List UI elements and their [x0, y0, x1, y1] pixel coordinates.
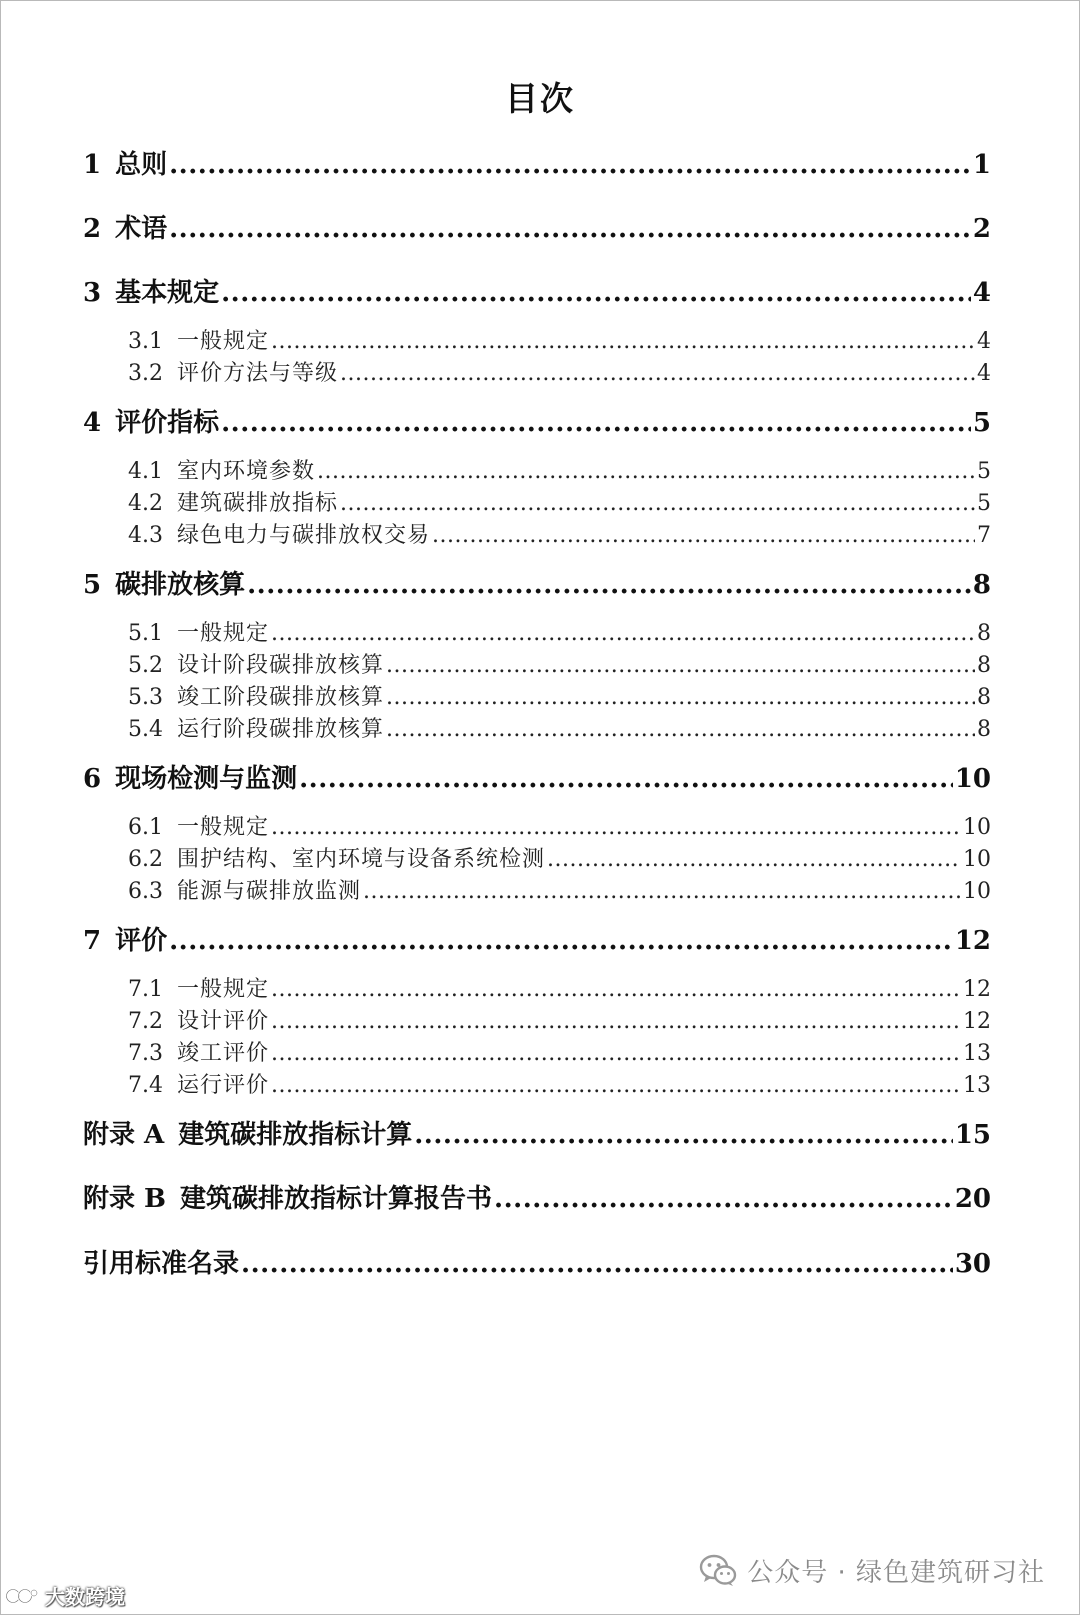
toc-page-number: 8 [977, 685, 991, 710]
toc-entry-title: 围护结构、室内环境与设备系统检测 [177, 847, 546, 872]
toc-page-number: 4 [977, 361, 991, 386]
toc-entry-title: 设计评价 [177, 1009, 270, 1034]
toc-section-row [128, 616, 991, 647]
toc-entry-number: 6.3 [128, 879, 163, 904]
toc-entry-title: 一般规定 [177, 329, 270, 354]
toc-page-number: 12 [954, 926, 991, 956]
toc-page-number: 5 [972, 408, 991, 438]
toc-dot-leader [299, 764, 953, 794]
toc-page-number: 20 [954, 1184, 991, 1214]
toc-entry-number: 7.4 [128, 1073, 163, 1098]
toc-entry-title: 一般规定 [177, 977, 270, 1002]
toc-entry-title: 能源与碳排放监测 [177, 879, 362, 904]
watermark-text: 公众号 · 绿色建筑研习社 [747, 1558, 1045, 1588]
toc-page-number: 12 [963, 977, 991, 1002]
toc-page-number: 1 [972, 150, 991, 180]
toc-chapter-row [83, 272, 991, 309]
toc-dot-leader [271, 1041, 961, 1066]
toc-page-number: 10 [954, 764, 991, 794]
table-of-contents [1, 1, 1080, 1616]
toc-dot-leader [221, 408, 971, 438]
toc-entry-number: 5.2 [128, 653, 163, 678]
toc-page-number: 8 [977, 653, 991, 678]
toc-page-number: 8 [972, 570, 991, 600]
toc-page-number: 13 [963, 1041, 991, 1066]
toc-section-row [128, 1036, 991, 1067]
toc-entry-number: 6 [83, 764, 102, 794]
toc-dot-leader [271, 977, 961, 1002]
toc-section-row [128, 972, 991, 1003]
toc-page-number: 13 [963, 1073, 991, 1098]
toc-entry-title: 绿色电力与碳排放权交易 [177, 523, 431, 548]
toc-chapter-row [83, 144, 991, 181]
toc-entry-title: 建筑碳排放指标计算报告书 [180, 1184, 493, 1214]
toc-entry-title: 基本规定 [115, 278, 220, 308]
toc-entry-title: 室内环境参数 [177, 459, 316, 484]
toc-entry-title: 一般规定 [177, 621, 270, 646]
toc-entry-title: 建筑碳排放指标计算 [178, 1120, 413, 1150]
toc-page-number: 15 [954, 1120, 991, 1150]
toc-entry-title: 运行阶段碳排放核算 [177, 717, 385, 742]
toc-entry-number: 3 [83, 278, 102, 308]
toc-entry-title: 竣工评价 [177, 1041, 270, 1066]
toc-chapter-row [83, 1178, 991, 1215]
toc-entry-number: 1 [83, 150, 102, 180]
toc-page-number: 5 [977, 459, 991, 484]
toc-entry-number: 3.2 [128, 361, 163, 386]
toc-entry-number: 7.1 [128, 977, 163, 1002]
toc-entry-number: 7 [83, 926, 102, 956]
toc-entry-title: 竣工阶段碳排放核算 [177, 685, 385, 710]
toc-entry-title: 一般规定 [177, 815, 270, 840]
toc-chapter-row [83, 758, 991, 795]
toc-section-row [128, 842, 991, 873]
toc-chapter-row [83, 402, 991, 439]
toc-dot-leader [340, 491, 975, 516]
toc-dot-leader [386, 685, 975, 710]
toc-page-number: 2 [972, 214, 991, 244]
toc-dot-leader [340, 361, 975, 386]
toc-dot-leader [317, 459, 975, 484]
toc-section-row [128, 810, 991, 841]
toc-entry-number: 6.1 [128, 815, 163, 840]
toc-entry-title: 总则 [115, 150, 168, 180]
toc-chapter-row [83, 564, 991, 601]
toc-dot-leader [169, 926, 953, 956]
toc-entry-number: 5.4 [128, 717, 163, 742]
toc-entry-number: 7.3 [128, 1041, 163, 1066]
toc-entry-title: 评价指标 [115, 408, 220, 438]
toc-section-row [128, 874, 991, 905]
toc-dot-leader [363, 879, 961, 904]
toc-page-number: 4 [972, 278, 991, 308]
toc-entry-number: 6.2 [128, 847, 163, 872]
toc-page-number: 30 [954, 1249, 991, 1279]
toc-entry-title: 术语 [115, 214, 168, 244]
toc-page-number: 7 [977, 523, 991, 548]
toc-dot-leader [386, 653, 975, 678]
toc-chapter-row [83, 1114, 991, 1151]
watermark [699, 1552, 1045, 1589]
toc-section-row [128, 712, 991, 743]
toc-dot-leader [547, 847, 961, 872]
toc-section-row [128, 324, 991, 355]
toc-dot-leader [169, 214, 971, 244]
toc-chapter-row [83, 920, 991, 957]
toc-dot-leader [221, 278, 971, 308]
toc-dot-leader [386, 717, 975, 742]
wechat-icon [699, 1554, 737, 1588]
toc-entry-title: 评价 [115, 926, 168, 956]
toc-entry-title: 现场检测与监测 [115, 764, 298, 794]
toc-dot-leader [271, 329, 975, 354]
toc-entry-number: 4.2 [128, 491, 163, 516]
toc-entry-title: 建筑碳排放指标 [177, 491, 339, 516]
toc-section-row [128, 648, 991, 679]
toc-entry-number: 4.3 [128, 523, 163, 548]
toc-page-number: 12 [963, 1009, 991, 1034]
corner-watermark [5, 1581, 125, 1610]
toc-entry-number: 4 [83, 408, 102, 438]
toc-section-row [128, 486, 991, 517]
toc-dot-leader [271, 1009, 961, 1034]
toc-section-row [128, 454, 991, 485]
toc-page-number: 4 [977, 329, 991, 354]
toc-entry-number: 4.1 [128, 459, 163, 484]
toc-entry-title: 引用标准名录 [83, 1249, 240, 1279]
toc-entry-number: 附录 B [83, 1184, 167, 1214]
toc-entry-number: 3.1 [128, 329, 163, 354]
toc-entry-title: 运行评价 [177, 1073, 270, 1098]
toc-page-number: 10 [963, 879, 991, 904]
toc-dot-leader [271, 1073, 961, 1098]
toc-dot-leader [169, 150, 971, 180]
toc-entry-number: 5 [83, 570, 102, 600]
toc-dot-leader [494, 1184, 953, 1214]
toc-entry-title: 设计阶段碳排放核算 [177, 653, 385, 678]
toc-section-row [128, 518, 991, 549]
toc-entry-number: 7.2 [128, 1009, 163, 1034]
toc-page-number: 10 [963, 847, 991, 872]
toc-page-number: 8 [977, 717, 991, 742]
toc-dot-leader [241, 1249, 953, 1279]
toc-section-row [128, 356, 991, 387]
toc-entry-number: 附录 A [83, 1120, 165, 1150]
toc-dot-leader [247, 570, 971, 600]
toc-page-number: 5 [977, 491, 991, 516]
toc-entry-number: 5.1 [128, 621, 163, 646]
toc-entry-title: 碳排放核算 [115, 570, 246, 600]
toc-section-row [128, 1068, 991, 1099]
toc-dot-leader [414, 1120, 953, 1150]
corner-logo-icon [5, 1585, 39, 1607]
toc-chapter-row [83, 208, 991, 245]
toc-dot-leader [432, 523, 975, 548]
toc-dot-leader [271, 621, 975, 646]
toc-chapter-row [83, 1243, 991, 1280]
toc-page-number: 10 [963, 815, 991, 840]
toc-dot-leader [271, 815, 961, 840]
toc-entry-number: 2 [83, 214, 102, 244]
page-title: 目次 [505, 79, 575, 118]
toc-page-number: 8 [977, 621, 991, 646]
toc-entry-title: 评价方法与等级 [177, 361, 339, 386]
toc-entry-number: 5.3 [128, 685, 163, 710]
corner-watermark-text: 大数跨境 [45, 1585, 125, 1609]
toc-section-row [128, 1004, 991, 1035]
toc-section-row [128, 680, 991, 711]
